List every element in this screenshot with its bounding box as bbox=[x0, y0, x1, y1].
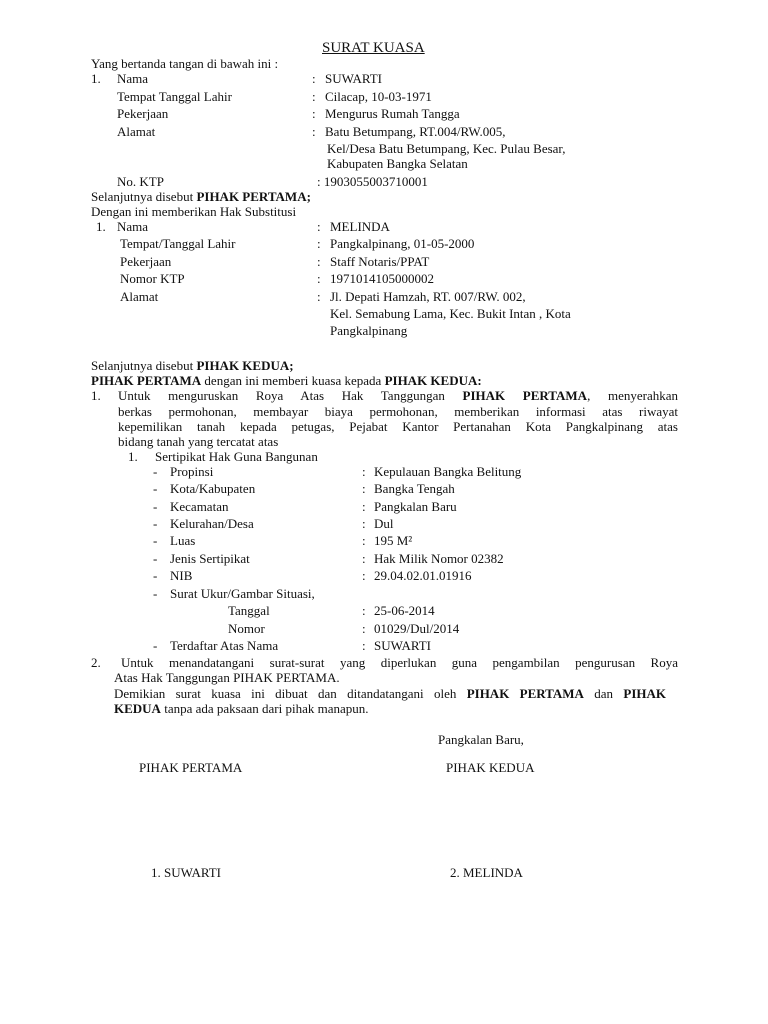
colon: : bbox=[312, 89, 316, 104]
certificate-field-value: 29.04.02.01.01916 bbox=[374, 568, 472, 583]
colon: : bbox=[362, 481, 366, 496]
substitution-text: Dengan ini memberikan Hak Substitusi bbox=[91, 204, 297, 219]
ktp-label: No. KTP bbox=[117, 174, 164, 189]
colon: : bbox=[362, 516, 366, 531]
birth-value: Cilacap, 10-03-1971 bbox=[325, 89, 432, 104]
name-value: MELINDA bbox=[330, 219, 390, 234]
list-number: 1. bbox=[96, 219, 106, 234]
survey-date-value: 25-06-2014 bbox=[374, 603, 435, 618]
name-label: Nama bbox=[117, 71, 149, 86]
closing-line-2: KEDUA tanpa ada paksaan dari pihak manapun. bbox=[114, 701, 369, 716]
certificate-field-label: Kecamatan bbox=[170, 499, 229, 514]
name-label: Nama bbox=[117, 219, 149, 234]
certificate-heading: Sertipikat Hak Guna Bangunan bbox=[155, 449, 318, 464]
colon: : bbox=[312, 106, 316, 121]
dash: - bbox=[153, 533, 158, 548]
certificate-field-value: Hak Milik Nomor 02382 bbox=[374, 551, 504, 566]
colon: : bbox=[362, 621, 366, 636]
address-label: Alamat bbox=[120, 289, 159, 304]
dash: - bbox=[153, 499, 158, 514]
intro-text: Yang bertanda tangan di bawah ini : bbox=[91, 56, 279, 71]
certificate-field-label: Propinsi bbox=[170, 464, 214, 479]
ktp-label: Nomor KTP bbox=[120, 271, 185, 286]
colon: : bbox=[362, 568, 366, 583]
colon: : bbox=[362, 499, 366, 514]
second-party-designation: Selanjutnya disebut PIHAK KEDUA; bbox=[91, 358, 294, 373]
address-line-2: Kel. Semabung Lama, Kec. Bukit Intan , Kota bbox=[330, 306, 571, 321]
list-number: 1. bbox=[91, 388, 101, 403]
first-party-designation: Selanjutnya disebut PIHAK PERTAMA; bbox=[91, 189, 311, 204]
survey-number-label: Nomor bbox=[228, 621, 265, 636]
list-number: 1. bbox=[91, 71, 101, 86]
address-line-2: Kel/Desa Batu Betumpang, Kec. Pulau Besar, bbox=[327, 141, 566, 156]
survey-number-value: 01029/Dul/2014 bbox=[374, 621, 460, 636]
job-value: Mengurus Rumah Tangga bbox=[325, 106, 460, 121]
certificate-field-value: Dul bbox=[374, 516, 394, 531]
dash: - bbox=[153, 464, 158, 479]
first-party-signature-title: PIHAK PERTAMA bbox=[139, 760, 243, 775]
item-line-1: Untuk menguruskan Roya Atas Hak Tanggungan PIHAK PERTAMA, menyerahkan bbox=[118, 388, 678, 403]
dash: - bbox=[153, 551, 158, 566]
item-line-2: berkas permohonan, membayar biaya permohonan, memberikan informasi atas riwayat bbox=[118, 404, 678, 419]
colon: : bbox=[312, 71, 316, 86]
registered-name-value: SUWARTI bbox=[374, 638, 431, 653]
item-line-4: bidang tanah yang tercatat atas bbox=[118, 434, 279, 449]
certificate-field-value: Pangkalan Baru bbox=[374, 499, 457, 514]
ktp-value: : 1903055003710001 bbox=[317, 174, 428, 189]
list-number: 2. bbox=[91, 655, 101, 670]
closing-line-1: Demikian surat kuasa ini dibuat dan ditandatangani oleh PIHAK PERTAMA dan PIHAK bbox=[114, 686, 666, 701]
colon: : bbox=[317, 236, 321, 251]
colon: : bbox=[362, 551, 366, 566]
job-value: Staff Notaris/PPAT bbox=[330, 254, 430, 269]
grant-statement: PIHAK PERTAMA dengan ini memberi kuasa kepada PIHAK KEDUA: bbox=[91, 373, 482, 388]
list-number: 1. bbox=[128, 449, 138, 464]
colon: : bbox=[317, 219, 321, 234]
document-title: SURAT KUASA bbox=[322, 40, 425, 56]
registered-name-label: Terdaftar Atas Nama bbox=[170, 638, 279, 653]
item-line-3: kepemilikan tanah kepada petugas, Pejabat Kantor Pertanahan Kota Pangkalpinang atas bbox=[118, 419, 678, 434]
colon: : bbox=[362, 603, 366, 618]
dash: - bbox=[153, 516, 158, 531]
certificate-field-label: NIB bbox=[170, 568, 193, 583]
item-line-1: Untuk menandatangani surat-surat yang diperlukan guna pengambilan pengurusan Roya bbox=[121, 655, 678, 670]
certificate-field-value: Kepulauan Bangka Belitung bbox=[374, 464, 522, 479]
item-line-2: Atas Hak Tanggungan PIHAK PERTAMA. bbox=[114, 670, 340, 685]
dash: - bbox=[153, 638, 158, 653]
address-line-1: Jl. Depati Hamzah, RT. 007/RW. 002, bbox=[330, 289, 526, 304]
first-party-signer-name: 1. SUWARTI bbox=[151, 865, 221, 880]
address-line-1: Batu Betumpang, RT.004/RW.005, bbox=[325, 124, 506, 139]
ktp-value: 1971014105000002 bbox=[330, 271, 434, 286]
certificate-field-value: 195 M² bbox=[374, 533, 413, 548]
dash: - bbox=[153, 568, 158, 583]
certificate-field-value: Bangka Tengah bbox=[374, 481, 455, 496]
name-value: SUWARTI bbox=[325, 71, 382, 86]
address-label: Alamat bbox=[117, 124, 156, 139]
colon: : bbox=[312, 124, 316, 139]
survey-label: Surat Ukur/Gambar Situasi, bbox=[170, 586, 315, 601]
survey-date-label: Tanggal bbox=[228, 603, 270, 618]
colon: : bbox=[317, 254, 321, 269]
colon: : bbox=[317, 289, 321, 304]
job-label: Pekerjaan bbox=[117, 106, 169, 121]
dash: - bbox=[153, 586, 158, 601]
address-line-3: Pangkalpinang bbox=[330, 323, 408, 338]
colon: : bbox=[317, 271, 321, 286]
certificate-field-label: Kelurahan/Desa bbox=[170, 516, 254, 531]
birth-label: Tempat Tanggal Lahir bbox=[117, 89, 232, 104]
colon: : bbox=[362, 464, 366, 479]
job-label: Pekerjaan bbox=[120, 254, 172, 269]
certificate-field-label: Jenis Sertipikat bbox=[170, 551, 250, 566]
birth-value: Pangkalpinang, 01-05-2000 bbox=[330, 236, 475, 251]
birth-label: Tempat/Tanggal Lahir bbox=[120, 236, 236, 251]
colon: : bbox=[362, 533, 366, 548]
second-party-signature-title: PIHAK KEDUA bbox=[446, 760, 535, 775]
place-text: Pangkalan Baru, bbox=[438, 732, 524, 747]
colon: : bbox=[362, 638, 366, 653]
certificate-field-label: Kota/Kabupaten bbox=[170, 481, 256, 496]
second-party-signer-name: 2. MELINDA bbox=[450, 865, 523, 880]
dash: - bbox=[153, 481, 158, 496]
address-line-3: Kabupaten Bangka Selatan bbox=[327, 156, 468, 171]
certificate-field-label: Luas bbox=[170, 533, 196, 548]
